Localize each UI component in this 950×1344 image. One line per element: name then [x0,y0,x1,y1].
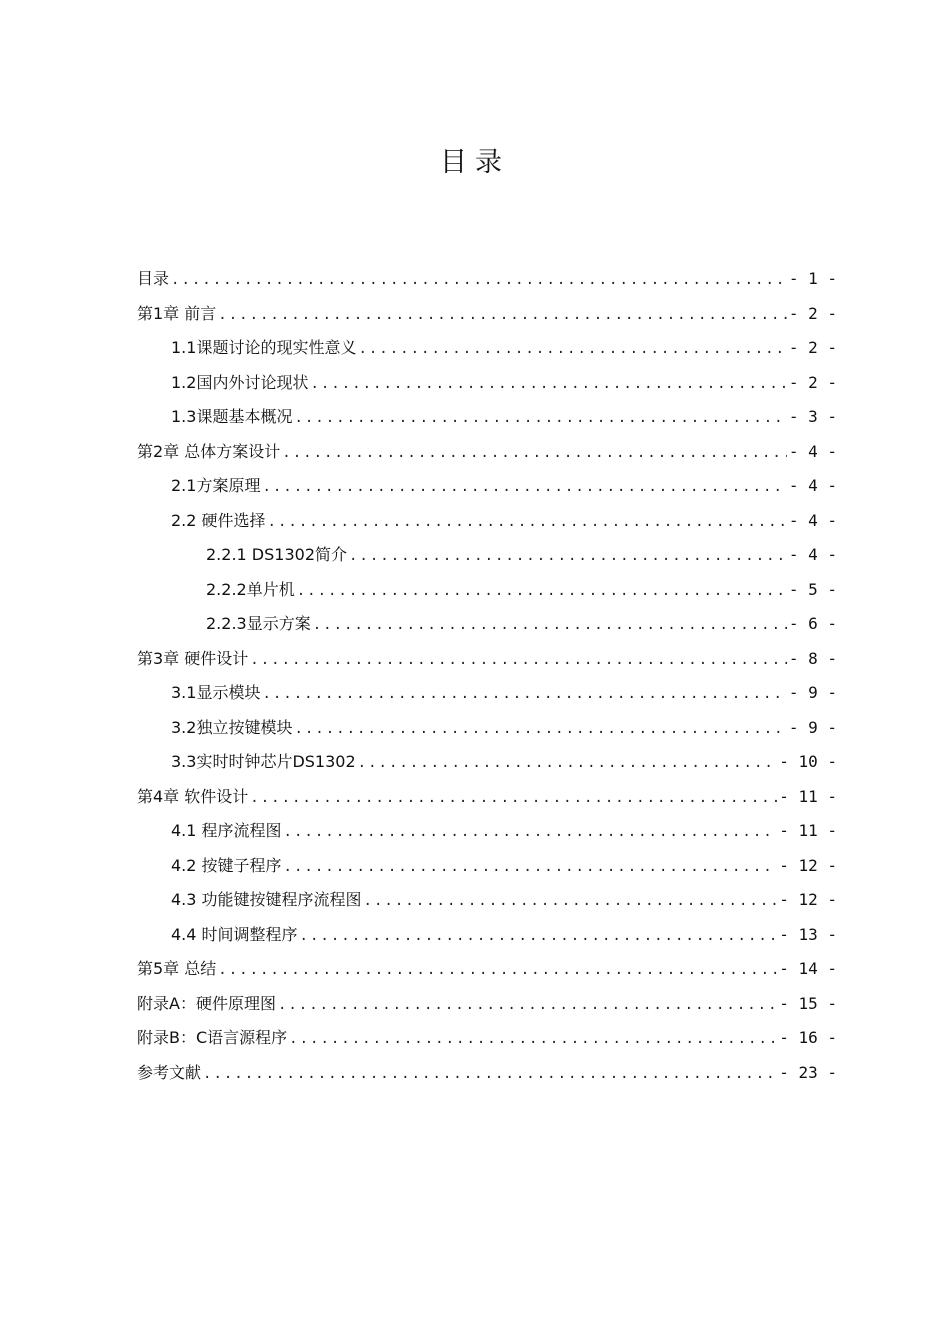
toc-dot-leader [218,298,787,333]
toc-entry-page-number: - 8 - [788,648,837,668]
toc-dot-leader [358,332,786,367]
toc-dot-leader [262,677,786,712]
toc-dot-leader [262,470,786,505]
toc-entry-page-number: - 10 - [779,752,837,771]
toc-entry[interactable] [137,400,837,435]
toc-entry-page-number: - 23 - [779,1062,837,1082]
toc-entry-label: 4.2 按键子程序 [171,855,282,875]
toc-entry[interactable] [137,1056,837,1091]
toc-dot-leader [300,919,778,954]
toc-dot-leader [358,746,778,781]
toc-entry[interactable] [137,573,837,608]
toc-dot-leader [284,815,778,850]
toc-entry-label: 4.1 程序流程图 [171,821,282,840]
toc-entry[interactable] [137,780,837,815]
toc-entry[interactable] [137,262,837,297]
toc-entry[interactable] [137,538,837,573]
toc-entry-label: 3.2独立按键模块 [171,717,293,737]
toc-entry-page-number: - 3 - [788,407,837,426]
toc-dot-leader [282,436,787,471]
toc-entry-page-number: - 4 - [788,510,837,530]
toc-dot-leader [284,850,778,885]
toc-entry-page-number: - 12 - [779,855,837,875]
toc-entry-label: 1.3课题基本概况 [171,407,293,426]
toc-dot-leader [364,884,778,919]
toc-entry-page-number: - 9 - [788,683,837,702]
toc-dot-leader [250,781,777,816]
toc-entry[interactable] [137,952,837,987]
toc-dot-leader [294,712,786,747]
toc-entry-page-number: - 2 - [788,372,837,392]
toc-dot-leader [289,1022,777,1057]
toc-entry-label: 参考文献 [137,1062,202,1082]
table-of-contents [137,262,837,1090]
toc-entry[interactable] [137,435,837,470]
toc-entry-label: 目录 [137,269,170,288]
toc-entry-label: 第5章 总结 [137,959,217,978]
toc-dot-leader [349,539,787,574]
toc-entry[interactable] [137,1021,837,1056]
toc-entry[interactable] [137,331,837,366]
toc-entry-page-number: - 2 - [788,338,837,357]
toc-dot-leader [171,263,787,298]
toc-entry-page-number: - 4 - [788,476,837,495]
toc-entry[interactable] [137,849,837,884]
toc-entry-page-number: - 6 - [788,614,837,633]
toc-dot-leader [297,574,787,609]
toc-entry-page-number: - 13 - [779,924,837,944]
toc-entry[interactable] [137,504,837,539]
toc-dot-leader [310,367,786,402]
toc-entry[interactable] [137,883,837,918]
toc-entry[interactable] [137,297,837,332]
toc-entry[interactable] [137,814,837,849]
toc-entry-label: 3.1显示模块 [171,683,261,702]
toc-entry-page-number: - 2 - [788,303,837,323]
page-title: 目录 [440,147,510,178]
toc-entry-page-number: - 4 - [788,545,837,564]
toc-entry[interactable] [137,469,837,504]
toc-entry-label: 1.2国内外讨论现状 [171,372,309,392]
toc-entry-label: 第4章 软件设计 [137,786,249,806]
toc-entry-page-number: - 11 - [779,821,837,840]
toc-entry-page-number: - 5 - [788,579,837,599]
toc-entry-page-number: - 11 - [779,786,837,806]
toc-entry-label: 1.1课题讨论的现实性意义 [171,338,357,357]
toc-entry-page-number: - 9 - [788,717,837,737]
toc-entry-label: 第2章 总体方案设计 [137,441,281,461]
toc-entry-label: 附录A：硬件原理图 [137,993,276,1013]
toc-dot-leader [250,643,787,678]
toc-entry-label: 2.2.2单片机 [206,579,295,599]
toc-entry[interactable] [137,745,837,780]
toc-entry-label: 4.4 时间调整程序 [171,924,298,944]
toc-dot-leader [294,401,786,436]
toc-entry-label: 第1章 前言 [137,303,217,323]
toc-entry-label: 附录B：C语言源程序 [137,1028,288,1047]
toc-entry-label: 2.2.1 DS1302简介 [206,545,347,564]
toc-dot-leader [278,988,777,1023]
toc-entry[interactable] [137,711,837,746]
toc-dot-leader [218,953,777,988]
toc-entry[interactable] [137,987,837,1022]
toc-dot-leader [203,1057,777,1092]
toc-entry[interactable] [137,918,837,953]
toc-entry-label: 2.1方案原理 [171,476,261,495]
toc-dot-leader [268,505,787,540]
toc-entry[interactable] [137,642,837,677]
toc-entry[interactable] [137,607,837,642]
toc-dot-leader [313,608,787,643]
toc-entry-page-number: - 4 - [788,441,837,461]
toc-entry-label: 2.2 硬件选择 [171,510,266,530]
toc-entry-label: 2.2.3显示方案 [206,614,311,633]
toc-entry-page-number: - 14 - [779,959,837,978]
toc-entry-page-number: - 15 - [779,993,837,1013]
toc-entry-label: 3.3实时时钟芯片DS1302 [171,752,356,771]
toc-entry[interactable] [137,676,837,711]
toc-entry-page-number: - 12 - [779,890,837,909]
toc-entry-page-number: - 16 - [779,1028,837,1047]
toc-entry[interactable] [137,366,837,401]
toc-entry-label: 4.3 功能键按键程序流程图 [171,890,362,909]
toc-entry-page-number: - 1 - [788,269,837,288]
toc-entry-label: 第3章 硬件设计 [137,648,249,668]
